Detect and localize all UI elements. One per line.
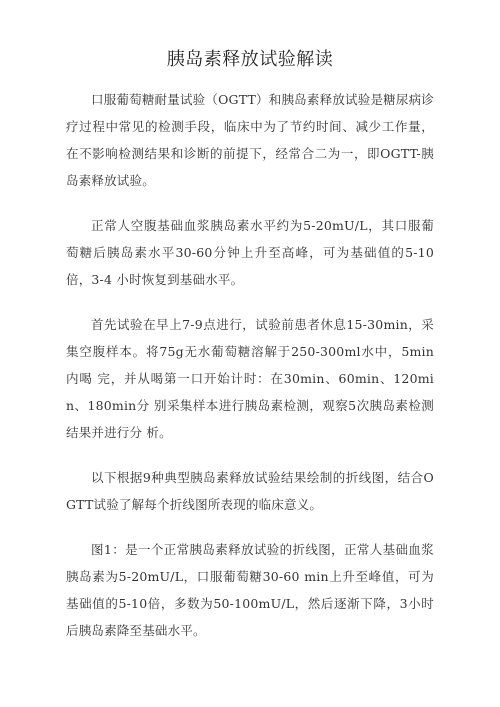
- document-body: [66, 86, 434, 662]
- paragraph-procedure: 首先试验在早上7-9点进行，试验前患者休息15-30min，采集空腹样本。将75g无水葡萄糖溶解于250-300ml水中，5min内喝 完，并从喝第一口开始计时：在30min、60min、120min、180min分 别采集样本进行胰岛素检测，观察5次胰岛素检测结果并进行分 析。: [66, 317, 434, 440]
- paragraph-chart-intro: 以下根据9种典型胰岛素释放试验结果绘制的折线图，结合OGTT试验了解每个折线图所表现的临床意义。: [66, 470, 434, 512]
- paragraph-intro: 口服葡萄糖耐量试验（OGTT）和胰岛素释放试验是糖尿病诊疗过程中常见的检测手段，临床中为了节约时间、减少工作量，在不影响检测结果和诊断的前提下，经常合二为一，即OGTT-胰岛素释放试验。: [66, 92, 434, 188]
- paragraph-normal-levels: 正常人空腹基础血浆胰岛素水平约为5-20mU/L，其口服葡萄糖后胰岛素水平30-60分钟上升至高峰，可为基础值的5-10倍，3-4 小时恢复到基础水平。: [66, 218, 434, 287]
- document-title: 胰岛素释放试验解读: [166, 49, 334, 70]
- paragraph-figure-1: 图1：是一个正常胰岛素释放试验的折线图，正常人基础血浆胰岛素为5-20mU/L，口服葡萄糖30-60 min上升至峰值，可为基础值的5-10倍，多数为50-100mU/L，然后逐渐下降，3小时后胰岛素降至基础水平。: [66, 542, 434, 638]
